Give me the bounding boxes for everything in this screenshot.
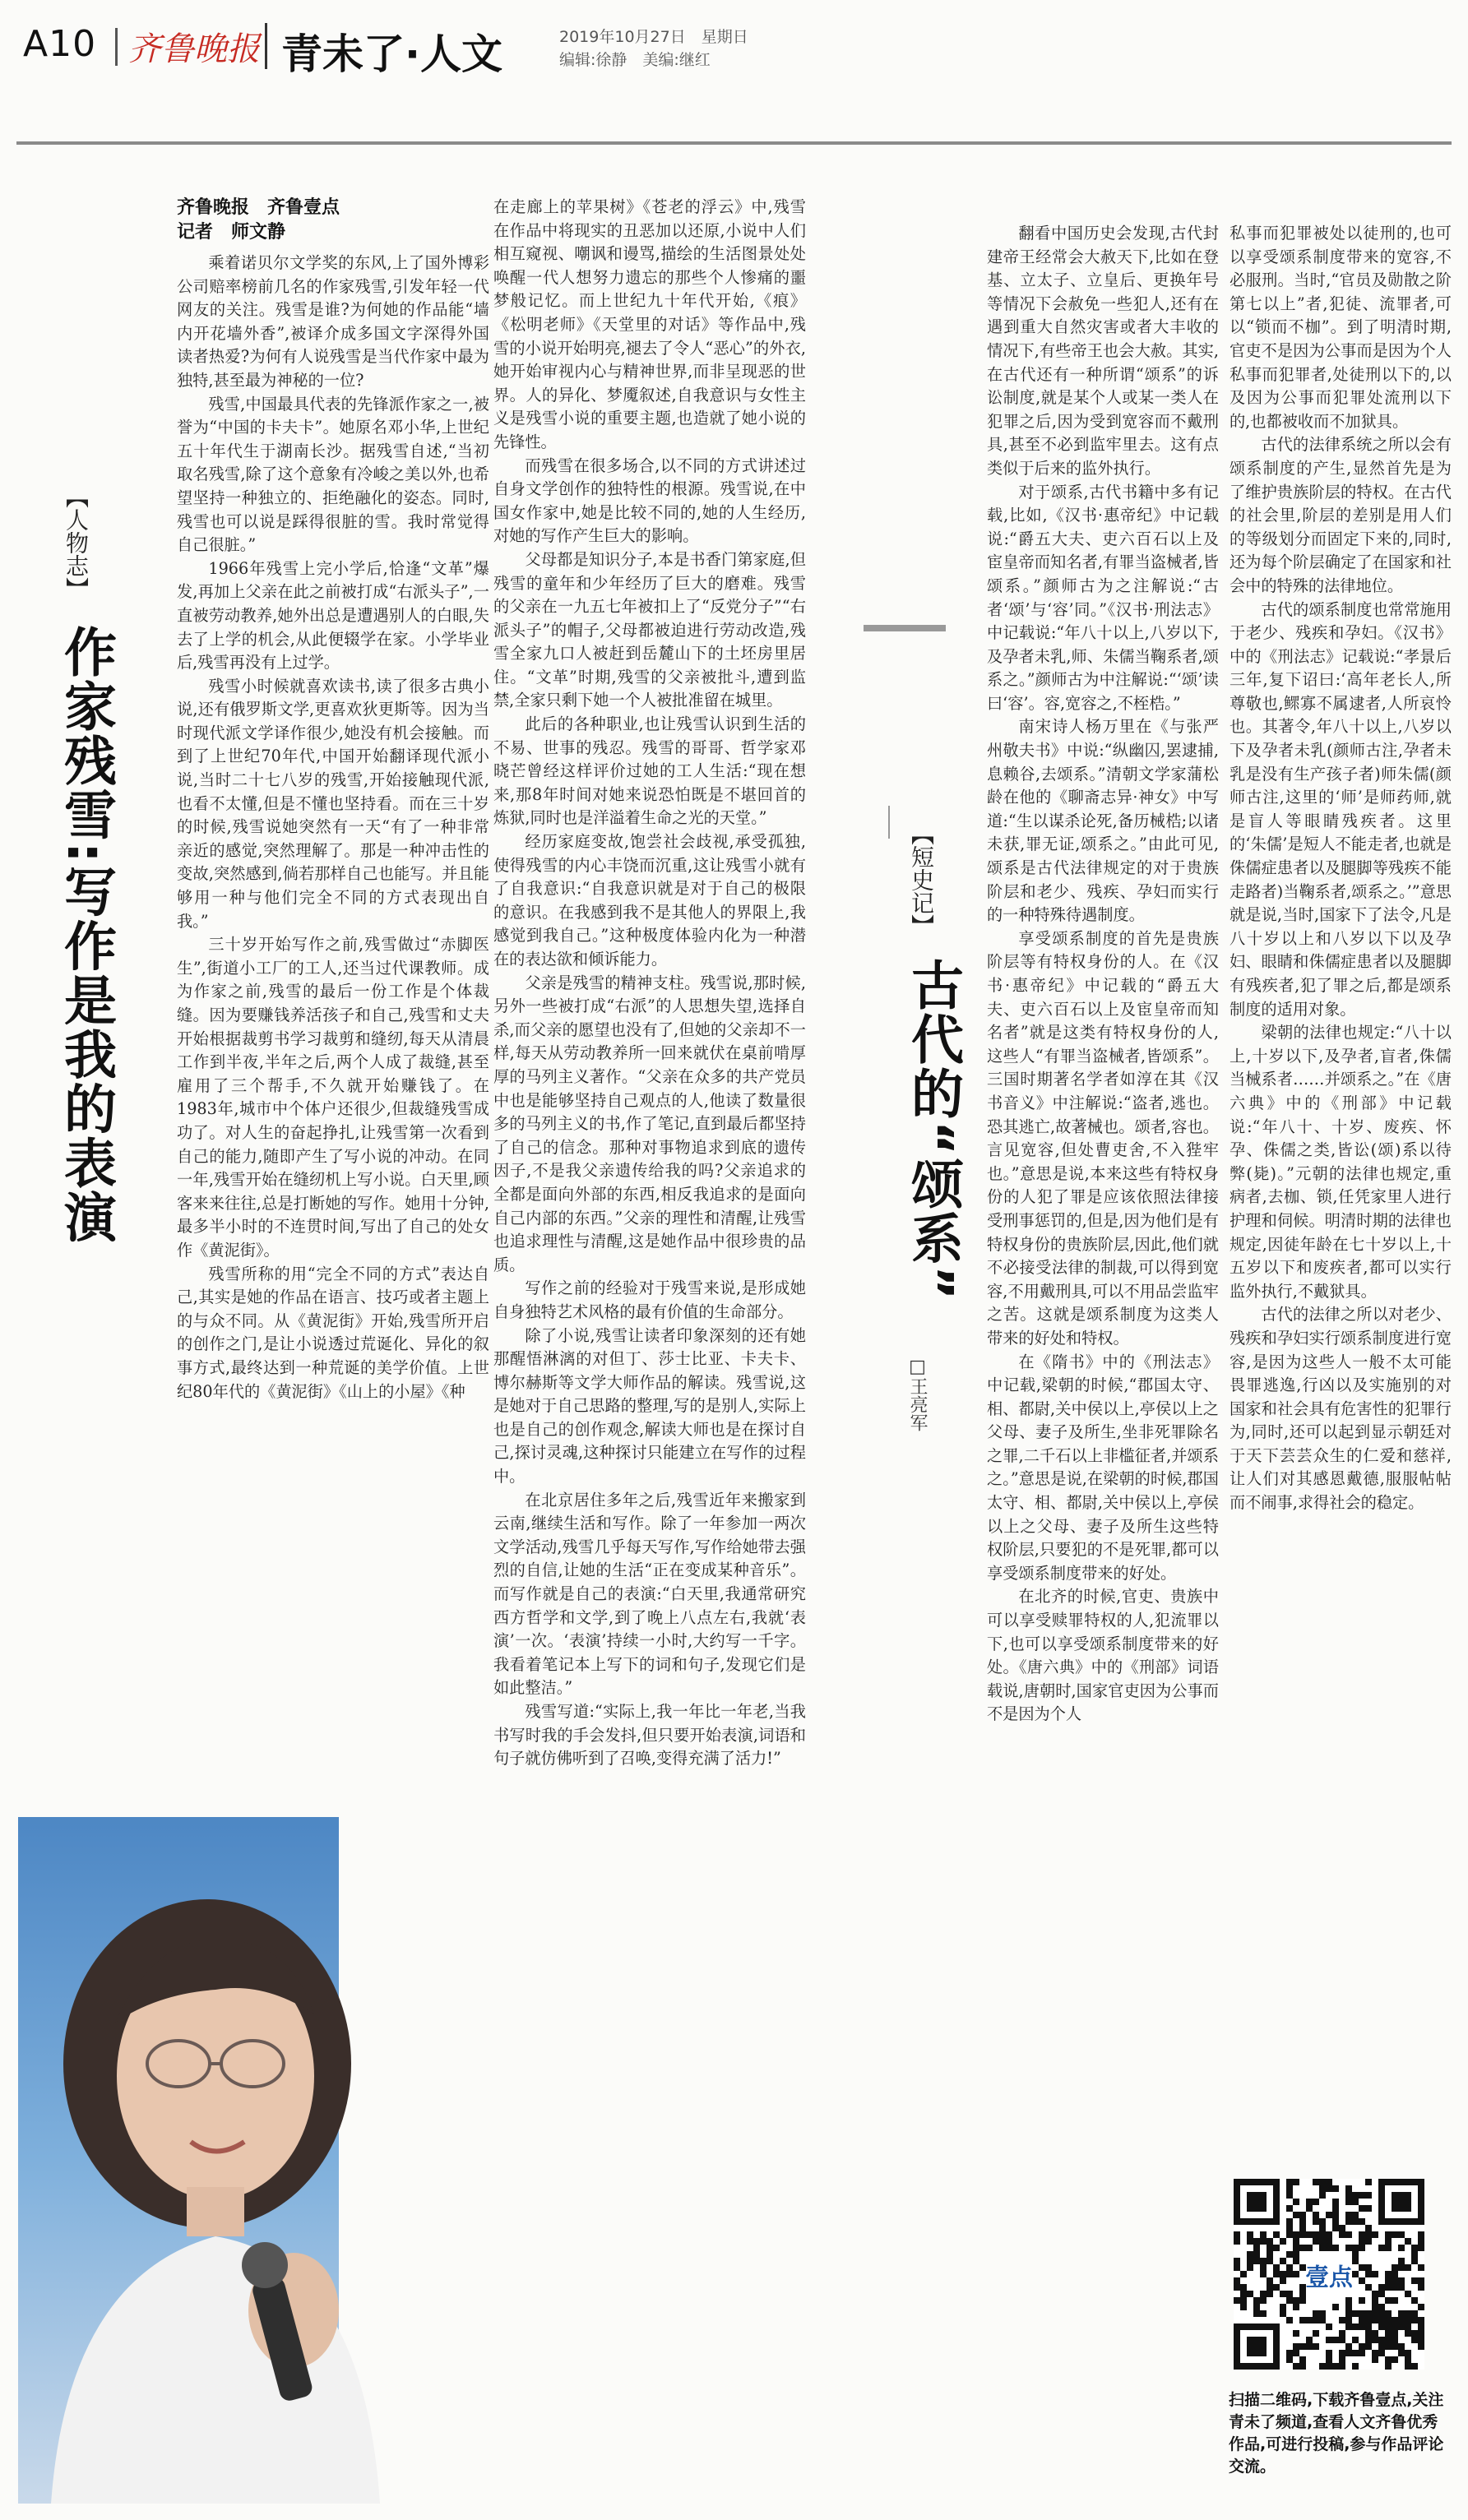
paragraph: 在北京居住多年之后,残雪近年来搬家到云南,继续生活和写作。除了一年参加一两次文学活动,残雪几乎每天写作,写作给她带去强烈的自信,让她的生活“正在变成某种音乐”。而写作就是自己的表演:“白天里,我通常研究西方哲学和文学,到了晚上八点左右,我就‘表演’一次。‘表演’持续一小时,大约写一千字。我看着笔记本上写下的词和句子,发现它们是如此整洁。” [493, 1490, 806, 1698]
column-label: 【短史记】 [908, 822, 935, 937]
section-title: 青未了·人文 [281, 30, 502, 78]
paragraph: 对于颂系,古代书籍中多有记载,比如,《汉书·惠帝纪》中记载说:“爵五大夫、吏六百石以上及宦皇帝而知名者,有罪当盗械者,皆颂系。”颜师古为之注解说:“古者‘颂’与‘容’同。”《汉书·刑法志》中记载说:“年八十以上,八岁以下,及孕者未乳,师、朱儒当鞠系者,颂系之。”颜师古为中注解说:“‘颂’读曰‘容’。容,宽容之,不桎梏。” [987, 482, 1219, 713]
paragraph: 1966年残雪上完小学后,恰逢“文革”爆发,再加上父亲在此之前被打成“右派头子”,一直被劳动教养,她外出总是遭遇别人的白眼,失去了上学的机会,从此便辍学在家。小学毕业后,残雪再没有上过学。 [177, 558, 489, 673]
article-column-4 [1230, 222, 1452, 2154]
article-column-2 [493, 196, 806, 2498]
qr-logo-label: 壹点 [1305, 2263, 1353, 2291]
qr-caption: 扫描二维码,下载齐鲁壹点,关注青未了频道,查看人文齐鲁优秀作品,可进行投稿,参与作品评论交流。 [1229, 2391, 1444, 2476]
paragraph: 在北齐的时候,官吏、贵族中可以享受赎罪特权的人,犯流罪以下,也可以享受颂系制度带来的好处。《唐六典》中的《刑部》词语载说,唐朝时,国家官吏因为公事而不是因为个人 [987, 1587, 1219, 1724]
paragraph: 残雪小时候就喜欢读书,读了很多古典小说,还有俄罗斯文学,更喜欢狄更斯等。因为当时现代派文学译作很少,她没有机会接触。而到了上世纪70年代,中国开始翻译现代派小说,当时二十七八岁的残雪,开始接触现代派,也看不太懂,但是不懂也坚持看。而在三十岁的时候,残雪说她突然有一天“有了一种非常亲近的感觉,突然理解了。那是一种冲击性的变故,突然感到,倘若那样自己也能写。并且能够用一种与他们完全不同的方式表现出自我。” [177, 676, 489, 931]
column-label: 【人物志】 [63, 485, 90, 600]
article-column-3 [987, 222, 1219, 2508]
article-column-1 [177, 196, 489, 1756]
paragraph: 乘着诺贝尔文学奖的东风,上了国外博彩公司赔率榜前几名的作家残雪,引发年轻一代网友的关注。残雪是谁?为何她的作品能“墙内开花墙外香”,被译介成多国文字深得外国读者热爱?为何有人说残雪是当代作家中最为独特,甚至最为神秘的一位? [177, 253, 489, 390]
header-divider [265, 23, 267, 69]
byline-reporter: 记者 师文静 [177, 222, 286, 243]
qr-code[interactable] [1234, 2179, 1424, 2370]
paragraph: 古代的法律系统之所以会有颂系制度的产生,显然首先是为了维护贵族阶层的特权。在古代的社会里,阶层的差别是用人们的等级划分而固定下来的,同时,还为每个阶层确定了在国家和社会中的特殊的法律地位。 [1230, 435, 1452, 595]
paragraph: 除了小说,残雪让读者印象深刻的还有她那醒悟淋漓的对但丁、莎士比亚、卡夫卡、博尔赫斯等文学大师作品的解读。残雪说,这是她对于自己思路的整理,写的是别人,实际上也是自己的创作观念,解读大师也是在探讨自己,探讨灵魂,这种探讨只能建立在写作的过程中。 [493, 1325, 806, 1487]
paragraph: 南宋诗人杨万里在《与张严州敬夫书》中说:“纵幽囚,罢逮捕,息赖谷,去颂系。”清朝文学家蒲松龄在他的《聊斋志异·神女》中写道:“生以谋杀论死,备历械梏;以诸未获,罪无证,颂系之。”由此可见,颂系是古代法律规定的对于贵族阶层和老少、残疾、孕妇而实行的一种特殊待遇制度。 [987, 717, 1219, 925]
byline-outlet: 齐鲁晚报 齐鲁壹点 [177, 197, 340, 218]
paragraph: 写作之前的经验对于残雪来说,是形成她自身独特艺术风格的最有价值的生命部分。 [493, 1278, 806, 1321]
paragraph: 父亲是残雪的精神支柱。残雪说,那时候,另外一些被打成“右派”的人思想失望,选择自杀,而父亲的愿望也没有了,但她的父亲却不一样,每天从劳动教养所一回来就伏在桌前啃厚厚的马列主义著作。“父亲在众多的共产党员中也是能够坚持自己观点的人,他读了数量很多的马列主义的书,作了笔记,直到最后都坚持了自己的信念。那种对事物追求到底的遗传因子,不是我父亲遗传给我的吗?父亲追求的全都是面向外部的东西,相反我追求的是面向自己内部的东西。”父亲的理性和清醒,让残雪也追求理性与清醒,这是她作品中很珍贵的品质。 [493, 973, 806, 1274]
paragraph: 而残雪在很多场合,以不同的方式讲述过自身文学创作的独特性的根源。残雪说,在中国女作家中,她是比较不同的,她的人生经历,对她的写作产生巨大的影响。 [493, 455, 806, 546]
paragraph: 翻看中国历史会发现,古代封建帝王经常会大赦天下,比如在登基、立太子、立皇后、更换年号等情况下会赦免一些犯人,还有在遇到重大自然灾害或者大丰收的情况下,有些帝王也会大赦。其实,在古代还有一种所谓“颂系”的诉讼制度,就是某个人或某一类人在犯罪之后,因为受到宽容而不戴刑具,甚至不必到监牢里去。这有点类似于后来的监外执行。 [987, 224, 1219, 478]
header-rule [16, 141, 1452, 145]
issue-date: 2019年10月27日 星期日 [559, 28, 748, 46]
header-divider [115, 28, 118, 66]
paragraph: 在《隋书》中的《刑法志》中记载,梁朝的时候,“郡国太守、相、都尉,关中侯以上,亭侯以上之父母、妻子及所生,坐非死罪除名之罪,二千石以上非槛征者,并颂系之。”意思是说,在梁朝的时候,郡国太守、相、都尉,关中侯以上,亭侯以上之父母、妻子及所生这些特权阶层,只要犯的不是死罪,都可以享受颂系制度带来的好处。 [987, 1352, 1219, 1583]
divider-line [888, 806, 890, 839]
divider-bar [864, 625, 946, 631]
paragraph: 私事而犯罪被处以徒刑的,也可以享受颂系制度带来的宽容,不必服刑。当时,“官员及勋散之阶第七以上”者,犯徒、流罪者,可以“锁而不枷”。到了明清时期,官吏不是因为公事而是因为个人私事而犯罪者,处徒刑以下的,以及因为公事而犯罪处流刑以下的,也都被收而不加狱具。 [1230, 224, 1452, 431]
paragraph: 在走廊上的苹果树》《苍老的浮云》中,残雪在作品中将现实的丑恶加以还原,小说中人们相互窥视、嘲讽和谩骂,描绘的生活图景处处唤醒一代人想努力遗忘的那些个人惨痛的噩梦般记忆。而上世纪九十年代开始,《痕》《松明老师》《天堂里的对话》等作品中,残雪的小说开始明亮,褪去了令人“恶心”的外衣,她开始审视内心与精神世界,而非呈现恶的世界。人的异化、梦魇叙述,自我意识与女性主义是残雪小说的重要主题,也造就了她小说的先锋性。 [493, 197, 806, 451]
paragraph: 梁朝的法律也规定:“八十以上,十岁以下,及孕者,盲者,侏儒当械系者……并颂系之。”在《唐六典》中的《刑部》中记载说:“年八十、十岁、废疾、怀孕、侏儒之类,皆讼(颂)系以待弊(毙)。”元朝的法律也规定,重病者,去枷、锁,任凭家里人进行护理和伺候。明清时期的法律也规定,因徒年龄在七十岁以上,十五岁以下和废疾者,都可以实行监外执行,不戴狱具。 [1230, 1023, 1452, 1301]
paragraph: 古代的颂系制度也常常施用于老少、残疾和孕妇。《汉书》中的《刑法志》记载说:“孝景后三年,复下诏曰:‘高年老长人,所尊敬也,鳏寡不属逮者,人所哀怜也。其著令,年八十以上,八岁以下及孕者未乳(颜师古注,孕者未乳是没有生产孩子者)师朱儒(颜师古注,这里的‘师’是师药师,就是盲人等眼睛残疾者。这里的‘朱儒’是短人不能走者,也就是侏儒症患者以及腿脚等残疾不能走路者)当鞠系者,颂系之。’”意思就是说,当时,国家下了法令,凡是八十岁以上和八岁以下以及孕妇、眼睛和侏儒症患者以及腿脚有残疾者,犯了罪之后,都是颂系制度的适用对象。 [1230, 599, 1452, 1019]
paragraph: 残雪写道:“实际上,我一年比一年老,当我书写时我的手会发抖,但只要开始表演,词语和句子就仿佛听到了召唤,变得充满了活力!” [493, 1702, 806, 1769]
editors-credit: 编辑:徐静 美编:继红 [559, 51, 711, 69]
paragraph: 父母都是知识分子,本是书香门第家庭,但残雪的童年和少年经历了巨大的磨难。残雪的父亲在一九五七年被扣上了“反党分子”“右派头子”的帽子,父母都被迫进行劳动改造,残雪全家九口人被赶到岳麓山下的土坯房里居住。“文革”时期,残雪的父亲被批斗,遭到监禁,全家只剩下她一个人被批准留在城里。 [493, 549, 806, 710]
paragraph: 残雪所称的用“完全不同的方式”表达自己,其实是她的作品在语言、技巧或者主题上的与众不同。从《黄泥街》开始,残雪所开启的创作之门,是让小说透过荒诞化、异化的叙事方式,最终达到一种荒诞的美学价值。上世纪80年代的《黄泥街》《山上的小屋》《种 [177, 1264, 489, 1401]
page-number: A10 [23, 23, 97, 65]
author-photo [18, 1817, 491, 2504]
article-author: □王亮军 [907, 1357, 928, 1431]
newspaper-logo: 齐鲁晚报 [128, 30, 260, 68]
paragraph: 享受颂系制度的首先是贵族阶层等有特权身份的人。在《汉书·惠帝纪》中记载的“爵五大夫、吏六百石以上及宦皇帝而知名者”就是这类有特权身份的人,这些人“有罪当盗械者,皆颂系”。三国时期著名学者如淳在其《汉书音义》中注解说:“盗者,逃也。恐其逃亡,故著械也。颂者,容也。言见宽容,但处曹吏舍,不入狴牢也。”意思是说,本来这些有特权身份的人犯了罪是应该依照法律接受刑事惩罚的,但是,因为他们是有特权身份的贵族阶层,因此,他们就不必接受法律的制裁,可以得到宽容,不用戴刑具,可以不用品尝监牢之苦。这就是颂系制度为这类人带来的好处和特权。 [987, 928, 1219, 1348]
paragraph: 此后的各种职业,也让残雪认识到生活的不易、世事的残忍。残雪的哥哥、哲学家邓晓芒曾经这样评价过她的工人生活:“现在想来,那8年时间对她来说恐怕既是不堪回首的炼狱,同时也是洋溢着生命之光的天堂。” [493, 714, 806, 828]
article-headline: 作家残雪:写作是我的表演 [55, 625, 116, 1245]
paragraph: 三十岁开始写作之前,残雪做过“赤脚医生”,街道小工厂的工人,还当过代课教师。成为作家之前,残雪的最后一份工作是个体裁缝。因为要赚钱养活孩子和自己,残雪和丈夫开始根据裁剪书学习裁剪和缝纫,每天从清晨工作到半夜,半年之后,两个人成了裁缝,甚至雇用了三个帮手,不久就开始赚钱了。在1983年,城市中个体户还很少,但裁缝残雪成功了。对人生的奋起挣扎,让残雪第一次看到自己的能力,随即产生了写小说的冲动。在同一年,残雪开始在缝纫机上写小说。白天里,顾客来来往往,总是打断她的写作。她用十分钟,最多半小时的不连贯时间,写出了自己的处女作《黄泥街》。 [177, 935, 489, 1260]
paragraph: 经历家庭变故,饱尝社会歧视,承受孤独,使得残雪的内心丰饶而沉重,这让残雪小就有了自我意识:“自我意识就是对于自己的极限的意识。在我感到我不是其他人的界限上,我感觉到我自己。”这种极度体验内化为一种潜在的表达欲和倾诉能力。 [493, 832, 806, 969]
paragraph: 残雪,中国最具代表的先锋派作家之一,被誉为“中国的卡夫卡”。她原名邓小华,上世纪五十年代生于湖南长沙。据残雪自述,“当初取名残雪,除了这个意象有冷峻之美以外,也希望坚持一种独立的、拒绝融化的姿态。同时,残雪也可以说是踩得很脏的雪。我时常觉得自己很脏。” [177, 394, 489, 555]
paragraph: 古代的法律之所以对老少、残疾和孕妇实行颂系制度进行宽容,是因为这些人一般不太可能畏罪逃逸,行凶以及实施别的对国家和社会具有危害性的犯罪行为,同时,还可以起到显示朝廷对于天下芸芸众生的仁爱和慈祥,让人们对其感恩戴德,服服帖帖而不闹事,求得社会的稳定。 [1230, 1305, 1452, 1513]
article-headline: 古代的“颂系” [902, 958, 963, 1302]
